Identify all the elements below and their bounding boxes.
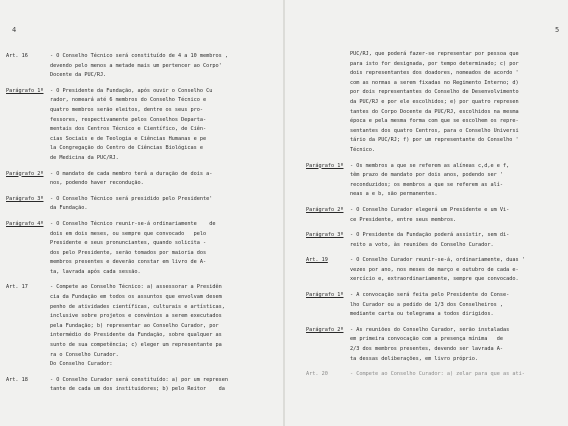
paragraph-block	[6, 87, 280, 164]
article-label: Art. 17	[6, 284, 28, 291]
paragraph-block	[306, 291, 564, 320]
article-text: - O Conselho Curador reunir-se-á, ordinariamente, duas ' vezes por ano, nos meses de março e outubro de cada e- xercício e, extraordinariamente, sempre que convocado.	[350, 257, 525, 283]
article-block	[306, 370, 564, 380]
paragraph-label: Parágrafo 4º	[6, 220, 44, 227]
article-block	[6, 52, 280, 81]
paragraph-text: - A convocação será feita pelo Presidente do Conse- lho Curador ou a pedido de 1/3 dos Conselheiros , mediante carta ou telegrama a todos dirigidos.	[350, 292, 510, 318]
paragraph-text: - O Presidente da Fundação poderá assistir, sem di- reito a voto, às reuniões do Conselho Curador.	[350, 232, 510, 248]
page-number: 5	[555, 26, 560, 34]
paragraph-label: Parágrafo 2º	[306, 206, 344, 213]
paragraph-text: - As reuniões do Conselho Curador, serão instaladas em primeira convocação com a presença mínima de 2/3 dos membros presentes, devendo ser lavrada A- ta dessas deliberações, em livro próprio.	[350, 326, 510, 362]
paragraph-block	[306, 326, 564, 364]
article-label: Art. 16	[6, 53, 28, 59]
article-text: - O Conselho Curador será constituído: a) por um represen tante de cada um dos instituidores; b) pelo Reitor da	[50, 376, 229, 393]
paragraph-label: Parágrafo 3º	[306, 232, 344, 239]
paragraph-label: Parágrafo 3º	[6, 195, 44, 202]
paragraph-block	[6, 195, 280, 214]
article-label: Art. 19	[306, 257, 328, 264]
article-text: - O Conselho Técnico será constituído de 4 a 10 membros , devendo pelo menos a metade mais um pertencer ao Corpo' Docente da PUC/RJ.	[50, 53, 229, 79]
paragraph-label: Parágrafo 2º	[306, 326, 344, 333]
paragraph-label: Parágrafo 2º	[6, 170, 44, 177]
paragraph-text: - Os membros a que se referem as alíneas c,d,e e f, têm prazo de mandato por dois anos, podendo ser ' reconduzidos; os membros a que se referem as alí- neas a e b, são permanentes.	[350, 162, 510, 198]
article-label: Art. 18	[6, 376, 28, 383]
paragraph-block	[306, 206, 564, 225]
left-page-text	[6, 52, 280, 401]
article-text: - Compete ao Conselho Técnico: a) assessorar a Presidên cia da Fundação em todos os assuntos que envolvam desem penho de atividades científicas, culturais e artísticas, inclusive sobre projetos e convênios a serem executados pela Fundação; b) representar ao Conselho Curador, por intermédio do Presidente da Fundação, sobre qualquer as sunto de sua competência; c) eleger um representante pa ra o Conselho Curador. Do Conselho Curador:	[50, 284, 225, 368]
article-block	[6, 376, 280, 395]
article-block	[306, 256, 564, 285]
page-number: 4	[12, 26, 17, 34]
paragraph-text: - O Presidente da Fundação, após ouvir o Conselho Cu rador, nomeará até 6 membros do Conselho Técnico e quatro membros serão eleitos, dentre os seus pro- fessores, respectivamente pelos Conselhos Departa- mentais dos Centros Técnico e Científico, de Ciên- cias Sociais e de Teologia e Ciências Humanas e pe la Congregação do Centro de Ciências Biológicas e de Medicina da PUC/RJ.	[50, 87, 213, 161]
article-text: - Compete ao Conselho Curador: a) zelar para que as ati-	[350, 371, 525, 378]
paragraph-label: Parágrafo 1º	[6, 87, 44, 94]
paragraph-block	[306, 162, 564, 200]
paragraph-text: - O Conselho Curador elegerá um Presidente e um Vi- ce Presidente, entre seus membros.	[350, 206, 510, 223]
continuation-text: PUC/RJ, que poderá fazer-se representar por pessoa que para isto for designada, por tempo determinado; c) por dois representantes dos doadores, nomeados de acordo ' com as normas a serem fixadas no Regimento Interno; d) por dois representantes do Conselho de Desenvolvimento da PUC/RJ e por ele escolhidos; e) por quatro represen tantes do Corpo Docente da PUC/RJ, escolhidos na mesma época e pela mesma forma com que se escolhem os repre- sentantes dos quatro Centros, para o Conselho Universi tário da PUC/RJ; f) por um representante do Conselho ' Técnico.	[350, 51, 519, 153]
paragraph-block	[6, 220, 280, 278]
article-block	[6, 283, 280, 369]
right-page-text	[306, 50, 564, 386]
paragraph-block	[306, 231, 564, 250]
right-page	[284, 0, 568, 426]
paragraph-text: - O Conselho Técnico será presidido pelo Presidente' da Fundação.	[50, 195, 213, 212]
paragraph-block	[6, 170, 280, 189]
article-label: Art. 20	[306, 371, 328, 378]
paragraph-label: Parágrafo 1º	[306, 292, 344, 299]
paragraph-text: - O mandato de cada membro terá a duração de dois a- nos, podendo haver recondução.	[50, 170, 213, 187]
paragraph-label: Parágrafo 1º	[306, 162, 344, 169]
paragraph-text: - O Conselho Técnico reunir-se-á ordinariamente de dois em dois meses, ou sempre que convocado pelo Presidente e seus pronunciantes, quando solicita - dos pelo Presidente, serão tomados por maioria dos membros presentes e deverão constar em livro de A- ta, lavrada após cada sessão.	[50, 220, 216, 275]
